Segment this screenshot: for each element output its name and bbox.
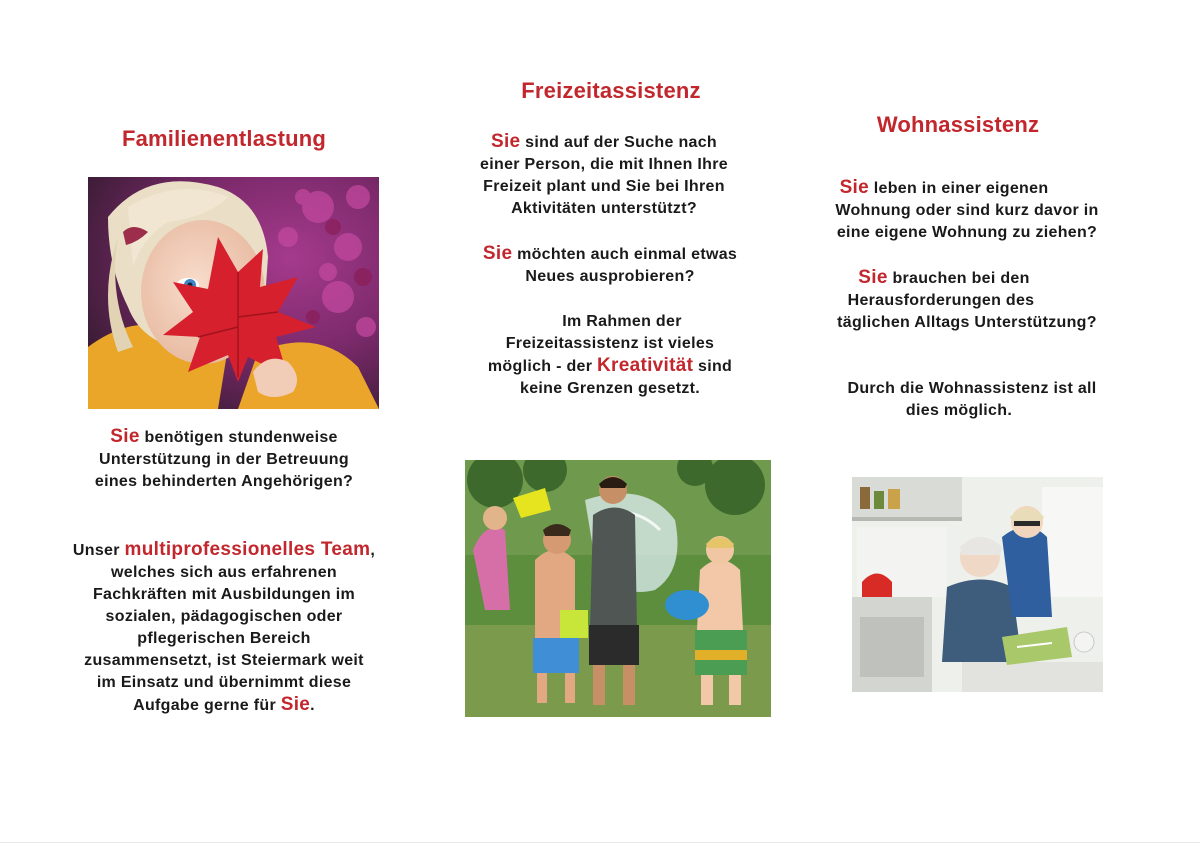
text-line: Aufgabe gerne für [133, 697, 276, 714]
text-line: Wohnung oder sind kurz davor in [835, 202, 1099, 219]
bottom-edge-line [0, 842, 1200, 843]
sie-highlight: Sie [490, 131, 521, 152]
text-line: Freizeit plant und Sie bei Ihren [483, 178, 725, 195]
team-highlight: multiprofessionelles Team [124, 539, 371, 560]
wohnassistenz-title: Wohnassistenz [876, 112, 1040, 137]
text-line: pflegerischen Bereich [137, 630, 311, 647]
text-line: . [310, 697, 315, 714]
text-line: einer Person, die mit Ihnen Ihre [480, 156, 728, 173]
text-line: zusammensetzt, ist Steiermark weit [84, 652, 364, 669]
text-line: Fachkräften mit Ausbildungen im [92, 586, 356, 603]
text-line: sozialen, pädagogischen oder [105, 608, 343, 625]
text-line: sind [698, 358, 733, 375]
text-line: benötigen stundenweise [144, 429, 338, 446]
sie-highlight: Sie [482, 243, 513, 264]
kreativitaet-highlight: Kreativität [597, 355, 694, 376]
familienentlastung-title: Familienentlastung [121, 126, 327, 151]
wohnassistenz-paragraph-1 [792, 177, 1142, 244]
familienentlastung-paragraph-2 [44, 539, 404, 717]
text-line: möchten auch einmal etwas [517, 246, 738, 263]
text-line: Durch die Wohnassistenz ist all [847, 380, 1097, 397]
text-line: Herausforderungen des [847, 292, 1035, 309]
text-line: , [370, 542, 376, 559]
sie-highlight: Sie [839, 177, 869, 198]
text-line: welches sich aus erfahrenen [111, 564, 337, 581]
text-line: eine eigene Wohnung zu ziehen? [836, 224, 1098, 241]
sie-highlight: Sie [110, 426, 140, 447]
text-line: täglichen Alltags Unterstützung? [837, 314, 1097, 331]
wohnassistenz-paragraph-3 [797, 378, 1147, 422]
text-line: eines behinderten Angehörigen? [94, 473, 354, 490]
text-line: Aktivitäten unterstützt? [511, 200, 697, 217]
child-leaf-photo [88, 177, 379, 409]
text-line: brauchen bei den [892, 270, 1030, 287]
familienentlastung-paragraph-1 [54, 426, 394, 493]
water-fight-photo [465, 460, 771, 717]
freizeitassistenz-paragraph-3 [440, 311, 780, 400]
text-line: Unser [72, 542, 120, 559]
text-line: leben in einer eigenen [873, 180, 1049, 197]
wohnassistenz-paragraph-2 [792, 267, 1142, 334]
text-line: möglich - der [487, 358, 593, 375]
text-line: keine Grenzen gesetzt. [520, 380, 700, 397]
text-line: im Einsatz und übernimmt diese [96, 674, 352, 691]
text-line: Neues ausprobieren? [525, 268, 695, 285]
text-line: Freizeitassistenz ist vieles [505, 335, 715, 352]
freizeitassistenz-title: Freizeitassistenz [521, 78, 701, 103]
kitchen-assistance-photo [852, 477, 1103, 692]
text-line: Im Rahmen der [562, 313, 682, 330]
freizeitassistenz-paragraph-2 [440, 243, 780, 288]
text-line: sind auf der Suche nach [525, 134, 717, 151]
sie-highlight: Sie [858, 267, 888, 288]
sie-highlight: Sie [280, 694, 311, 715]
freizeitassistenz-paragraph-1 [434, 131, 774, 220]
text-line: dies möglich. [905, 402, 1013, 419]
text-line: Unterstützung in der Betreuung [99, 451, 349, 468]
